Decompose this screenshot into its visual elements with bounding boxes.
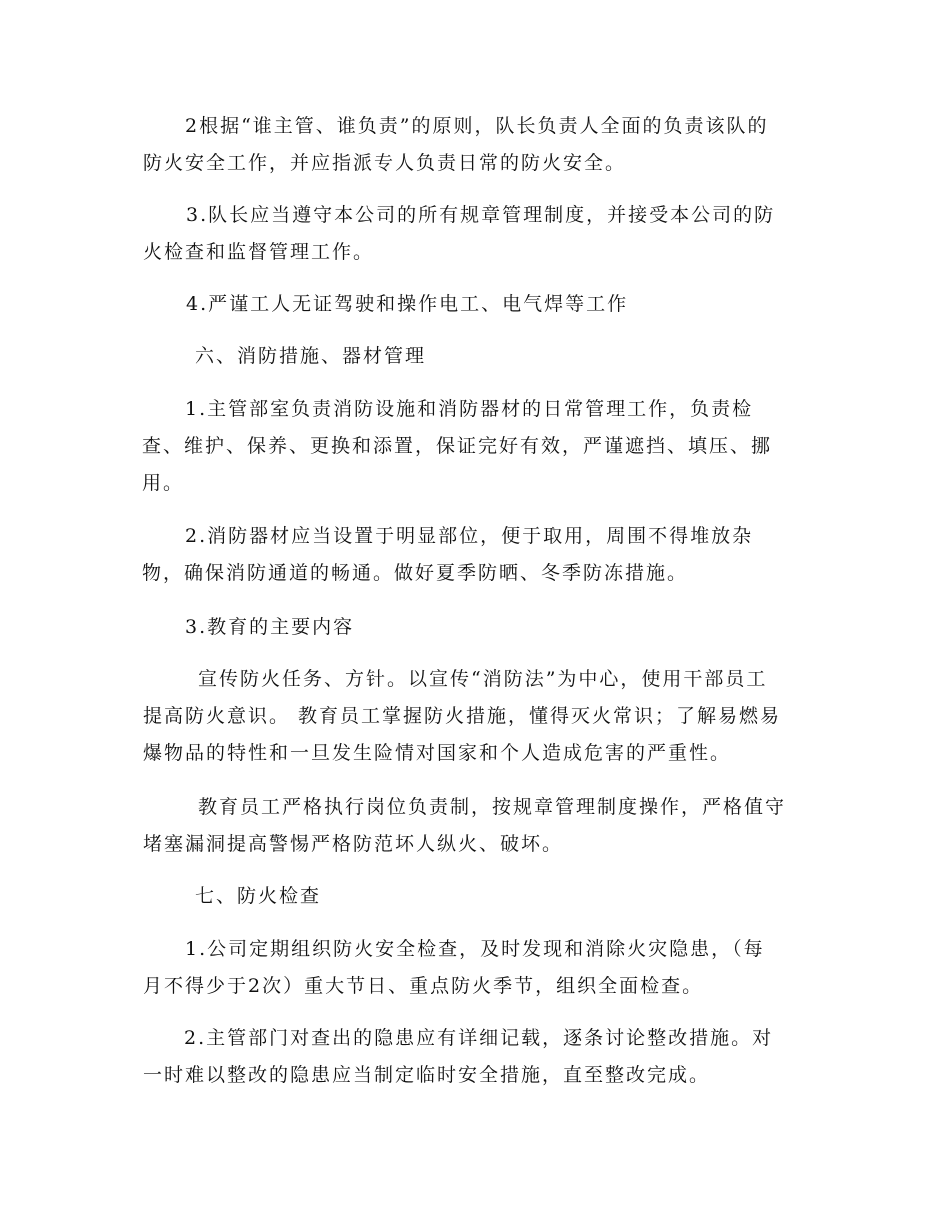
education-subheading: 3.教育的主要内容 [185,616,355,638]
paragraph-4-line-1: 4.严谨工人无证驾驶和操作电工、电气焊等工作 [186,293,629,315]
education-paragraph-1-line-1: 宣传防火任务、方针。以宣传“消防法”为中心，使用干部员工 [198,668,768,690]
paragraph-2-line-2: 防火安全工作，并应指派专人负责日常的防火安全。 [143,152,627,174]
section-heading-6: 六、消防措施、器材管理 [195,345,427,367]
inspection-paragraph-2-line-1: 2.主管部门对查出的隐患应有详细记载，逐条讨论整改措施。对 [184,1027,774,1049]
paragraph-3-line-2: 火检查和监督管理工作。 [143,241,375,263]
equipment-paragraph-2-line-1: 2.消防器材应当设置于明显部位，便于取用，周围不得堆放杂 [185,525,754,547]
education-paragraph-1-line-3: 爆物品的特性和一旦发生险情对国家和个人造成危害的严重性。 [143,742,732,764]
education-paragraph-2-line-2: 堵塞漏洞提高警惕严格防范坏人纵火、破坏。 [143,833,564,855]
inspection-paragraph-1-line-2: 月不得少于2次）重大节日、重点防火季节，组织全面检查。 [143,975,704,997]
paragraph-3-line-1: 3.队长应当遵守本公司的所有规章管理制度，并接受本公司的防 [186,204,776,226]
education-paragraph-2-line-1: 教育员工严格执行岗位负责制，按规章管理制度操作，严格值守 [198,796,787,818]
paragraph-2-line-1: 2根据“谁主管、谁负责”的原则，队长负责人全面的负责该队的 [185,115,769,137]
education-paragraph-1-line-2: 提高防火意识。 教育员工掌握防火措施，懂得灭火常识；了解易燃易 [143,705,782,727]
equipment-paragraph-1-line-1: 1.主管部室负责消防设施和消防器材的日常管理工作，负责检 [185,398,754,420]
equipment-paragraph-1-line-2: 查、维护、保养、更换和添置，保证完好有效，严谨遮挡、填压、挪 [142,435,773,457]
inspection-paragraph-2-line-2: 一时难以整改的隐患应当制定临时安全措施，直至整改完成。 [143,1064,711,1086]
inspection-paragraph-1-line-1: 1.公司定期组织防火安全检查，及时发现和消除火灾隐患，（每 [185,938,765,960]
equipment-paragraph-2-line-2: 物，确保消防通道的畅通。做好夏季防晒、冬季防冻措施。 [142,562,689,584]
section-heading-7: 七、防火检查 [195,885,322,907]
equipment-paragraph-1-line-3: 用。 [142,472,185,494]
